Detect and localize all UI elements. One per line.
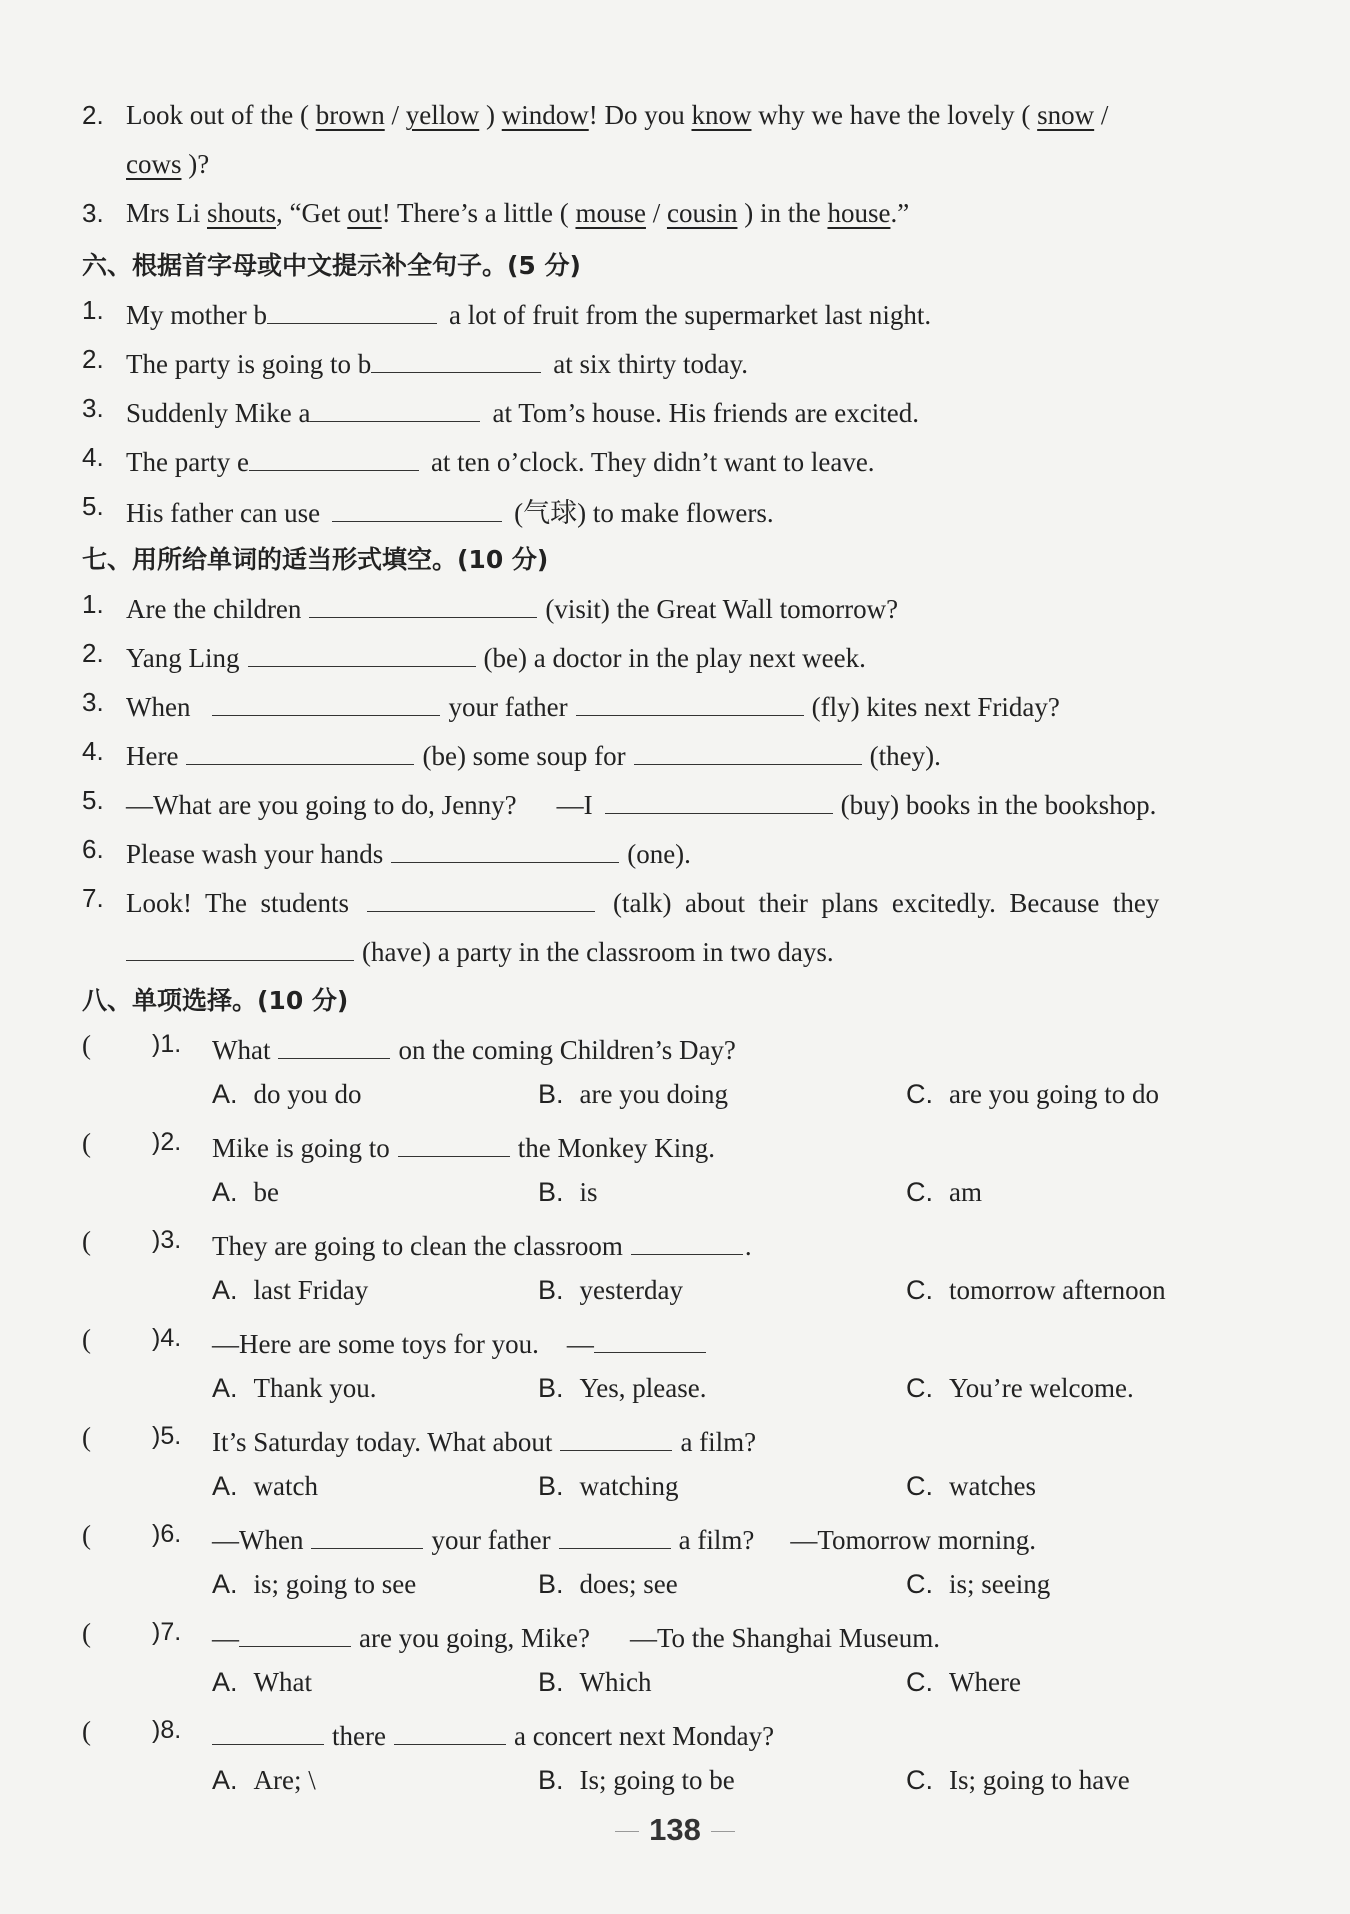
- text-fragment: Are; \: [253, 1765, 316, 1795]
- option-b[interactable]: [538, 1373, 707, 1404]
- p5-q2-cont: [0, 149, 1350, 189]
- mc-options: [0, 1667, 1350, 1707]
- text-fragment: C.: [906, 1765, 933, 1795]
- answer-blank[interactable]: [267, 295, 437, 324]
- text-fragment: 八、单项选择。(10 分): [82, 986, 349, 1015]
- text-fragment: C.: [906, 1079, 933, 1109]
- sentence-fragment: why we have the lovely (: [751, 100, 1038, 130]
- answer-blank[interactable]: [398, 1128, 510, 1157]
- text-fragment: watches: [949, 1471, 1036, 1501]
- mc-options: [0, 1373, 1350, 1413]
- answer-blank[interactable]: [367, 883, 595, 912]
- option-a[interactable]: [212, 1667, 312, 1698]
- text-fragment: at ten o’clock. They didn’t want to leave.: [430, 447, 875, 477]
- answer-blank[interactable]: [310, 393, 480, 422]
- text-fragment: (气球) to make flowers.: [514, 498, 774, 528]
- sentence-fragment: ): [479, 100, 502, 130]
- sentence-fragment: ) in the: [737, 198, 828, 228]
- text-fragment: at Tom’s house. His friends are excited.: [492, 398, 919, 428]
- text-fragment: 1.: [82, 295, 104, 325]
- text-fragment: the Monkey King.: [517, 1133, 715, 1163]
- option-c[interactable]: [906, 1275, 1166, 1306]
- text-fragment: Which: [579, 1667, 652, 1697]
- text-fragment: (: [82, 1324, 91, 1354]
- answer-blank[interactable]: [311, 1520, 423, 1549]
- text-fragment: Here: [126, 741, 179, 771]
- text-fragment: Look! The students: [126, 888, 349, 918]
- text-fragment: The party is going to b: [126, 349, 372, 379]
- option-b[interactable]: [538, 1177, 598, 1208]
- sentence-fragment: 3.: [82, 198, 104, 228]
- answer-blank[interactable]: [559, 1520, 671, 1549]
- sentence-fragment: /: [384, 100, 406, 130]
- text-fragment: C.: [906, 1569, 933, 1599]
- text-fragment: 5.: [82, 491, 104, 521]
- text-fragment: C.: [906, 1373, 933, 1403]
- text-fragment: —To the Shanghai Museum.: [629, 1623, 941, 1653]
- text-fragment: —I: [556, 790, 593, 820]
- mc-options: [0, 1569, 1350, 1609]
- option-c[interactable]: [906, 1177, 982, 1208]
- answer-blank[interactable]: [249, 442, 419, 471]
- text-fragment: your father: [431, 1525, 551, 1555]
- text-fragment: A.: [212, 1373, 238, 1403]
- text-fragment: (: [82, 1030, 91, 1060]
- sentence-fragment: cows: [126, 149, 182, 179]
- option-c[interactable]: [906, 1667, 1021, 1698]
- sentence-fragment: house: [827, 198, 891, 228]
- sentence-fragment: , “Get: [276, 198, 348, 228]
- page-number: [0, 1812, 1350, 1848]
- option-a[interactable]: [212, 1765, 316, 1796]
- text-fragment: (one).: [627, 839, 691, 869]
- text-fragment: They are going to clean the classroom: [212, 1231, 623, 1261]
- text-fragment: tomorrow afternoon: [949, 1275, 1166, 1305]
- text-fragment: .: [744, 1231, 752, 1261]
- sentence-fragment: window: [501, 100, 589, 130]
- option-a[interactable]: [212, 1569, 416, 1600]
- text-fragment: 4.: [82, 442, 104, 472]
- text-fragment: Where: [949, 1667, 1021, 1697]
- text-fragment: watch: [253, 1471, 318, 1501]
- text-fragment: a film?: [678, 1525, 755, 1555]
- sentence-fragment: )?: [181, 149, 210, 179]
- text-fragment: When: [126, 692, 191, 722]
- sentence-fragment: /: [1094, 100, 1109, 130]
- section-6-heading: [0, 246, 1350, 286]
- option-c[interactable]: [906, 1471, 1036, 1502]
- text-fragment: 六、根据首字母或中文提示补全句子。(5 分): [82, 251, 581, 280]
- text-fragment: —Tomorrow morning.: [790, 1525, 1036, 1555]
- p6-item: [0, 393, 1350, 433]
- question-text: [126, 100, 1108, 131]
- text-fragment: (talk) about their plans excitedly. Because they: [612, 888, 1160, 918]
- text-fragment: C.: [906, 1471, 933, 1501]
- text-fragment: Yang Ling: [126, 643, 240, 673]
- answer-blank[interactable]: [212, 1716, 324, 1745]
- text-fragment: (be) a doctor in the play next week.: [483, 643, 866, 673]
- p7-item-cont: [0, 932, 1350, 972]
- text-fragment: 4.: [82, 736, 104, 766]
- text-fragment: (visit) the Great Wall tomorrow?: [545, 594, 899, 624]
- mc-question: [0, 1324, 1350, 1364]
- page-number-text: 138: [649, 1812, 701, 1847]
- text-fragment: is: [579, 1177, 598, 1207]
- text-fragment: What: [212, 1035, 271, 1065]
- text-fragment: A.: [212, 1765, 238, 1795]
- sentence-fragment: brown: [315, 100, 385, 130]
- answer-blank[interactable]: [594, 1324, 706, 1353]
- text-fragment: What: [253, 1667, 312, 1697]
- text-fragment: A.: [212, 1667, 238, 1697]
- text-fragment: are you going to do: [949, 1079, 1159, 1109]
- text-fragment: do you do: [253, 1079, 362, 1109]
- text-fragment: 2.: [82, 344, 104, 374]
- text-fragment: Yes, please.: [579, 1373, 707, 1403]
- text-fragment: His father can use: [126, 498, 321, 528]
- mc-options: [0, 1275, 1350, 1315]
- text-fragment: It’s Saturday today. What about: [212, 1427, 553, 1457]
- text-fragment: 7.: [82, 883, 104, 913]
- text-fragment: (: [82, 1226, 91, 1256]
- text-fragment: A.: [212, 1275, 238, 1305]
- text-fragment: a concert next Monday?: [513, 1721, 775, 1751]
- text-fragment: (: [82, 1128, 91, 1158]
- sentence-fragment: .”: [890, 198, 910, 228]
- sentence-fragment: ! Do you: [588, 100, 692, 130]
- text-fragment: )7.: [152, 1618, 182, 1646]
- answer-blank[interactable]: [576, 687, 804, 716]
- text-fragment: )5.: [152, 1422, 182, 1450]
- option-b[interactable]: [538, 1471, 679, 1502]
- mc-question: [0, 1618, 1350, 1658]
- text-fragment: —Here are some toys for you.: [212, 1329, 539, 1359]
- mc-options: [0, 1471, 1350, 1511]
- answer-blank[interactable]: [634, 736, 862, 765]
- sentence-fragment: Mrs Li: [126, 198, 207, 228]
- text-fragment: are you doing: [579, 1079, 728, 1109]
- text-fragment: C.: [906, 1667, 933, 1697]
- option-b[interactable]: [538, 1275, 683, 1306]
- text-fragment: B.: [538, 1373, 564, 1403]
- p6-item: [0, 344, 1350, 384]
- text-fragment: Please wash your hands: [126, 839, 384, 869]
- text-fragment: A.: [212, 1471, 238, 1501]
- text-fragment: —: [566, 1329, 594, 1359]
- text-fragment: B.: [538, 1667, 564, 1697]
- option-b[interactable]: [538, 1667, 652, 1698]
- option-b[interactable]: [538, 1765, 735, 1796]
- mc-question: [0, 1520, 1350, 1560]
- text-fragment: 1.: [82, 589, 104, 619]
- text-fragment: B.: [538, 1177, 564, 1207]
- sentence-fragment: snow: [1037, 100, 1095, 130]
- question-number: 2.: [82, 100, 104, 130]
- answer-blank[interactable]: [278, 1030, 390, 1059]
- text-fragment: —What are you going to do, Jenny?: [126, 790, 517, 820]
- option-b[interactable]: [538, 1569, 678, 1600]
- text-fragment: —: [212, 1623, 239, 1653]
- answer-blank[interactable]: [605, 785, 833, 814]
- option-c[interactable]: [906, 1765, 1130, 1796]
- answer-blank[interactable]: [248, 638, 476, 667]
- text-fragment: C.: [906, 1275, 933, 1305]
- text-fragment: does; see: [579, 1569, 678, 1599]
- text-fragment: 6.: [82, 834, 104, 864]
- p7-item: [0, 834, 1350, 874]
- sentence-fragment: /: [645, 198, 667, 228]
- text-fragment: 5.: [82, 785, 104, 815]
- p6-item: [0, 491, 1350, 531]
- text-fragment: )8.: [152, 1716, 182, 1744]
- text-fragment: )6.: [152, 1520, 182, 1548]
- text-fragment: is; going to see: [253, 1569, 417, 1599]
- text-fragment: a lot of fruit from the supermarket last night.: [449, 300, 932, 330]
- answer-blank[interactable]: [332, 493, 502, 522]
- p7-item: [0, 785, 1350, 825]
- text-fragment: Are the children: [126, 594, 302, 624]
- mc-question: [0, 1030, 1350, 1070]
- option-a[interactable]: [212, 1471, 318, 1502]
- text-fragment: )2.: [152, 1128, 182, 1156]
- text-fragment: B.: [538, 1765, 564, 1795]
- sentence-fragment: mouse: [575, 198, 646, 228]
- answer-blank[interactable]: [631, 1226, 743, 1255]
- p7-item: [0, 883, 1350, 923]
- answer-blank[interactable]: [560, 1422, 672, 1451]
- text-fragment: (they).: [869, 741, 941, 771]
- text-fragment: (have) a party in the classroom in two days.: [362, 937, 834, 967]
- mc-options: [0, 1177, 1350, 1217]
- mc-options: [0, 1765, 1350, 1805]
- text-fragment: (be) some soup for: [422, 741, 626, 771]
- text-fragment: You’re welcome.: [949, 1373, 1134, 1403]
- option-c[interactable]: [906, 1569, 1050, 1600]
- option-a[interactable]: [212, 1373, 377, 1404]
- text-fragment: Mike is going to: [212, 1133, 390, 1163]
- sentence-fragment: ! There’s a little (: [381, 198, 576, 228]
- text-fragment: (: [82, 1520, 91, 1550]
- answer-blank[interactable]: [391, 834, 619, 863]
- text-fragment: on the coming Children’s Day?: [398, 1035, 736, 1065]
- text-fragment: )1.: [152, 1030, 182, 1058]
- mc-question: [0, 1226, 1350, 1266]
- text-fragment: (buy) books in the bookshop.: [840, 790, 1157, 820]
- option-b[interactable]: [538, 1079, 728, 1110]
- mc-question: [0, 1716, 1350, 1756]
- text-fragment: 七、用所给单词的适当形式填空。(10 分): [82, 545, 549, 574]
- text-fragment: A.: [212, 1177, 238, 1207]
- text-fragment: B.: [538, 1569, 564, 1599]
- answer-blank[interactable]: [186, 736, 414, 765]
- text-fragment: at six thirty today.: [553, 349, 748, 379]
- text-fragment: (: [82, 1618, 91, 1648]
- text-fragment: B.: [538, 1275, 564, 1305]
- option-a[interactable]: [212, 1275, 368, 1306]
- text-fragment: 2.: [82, 638, 104, 668]
- p6-item: [0, 295, 1350, 335]
- text-fragment: is; seeing: [949, 1569, 1051, 1599]
- text-fragment: your father: [448, 692, 568, 722]
- section-7-heading: [0, 540, 1350, 580]
- answer-blank[interactable]: [126, 932, 354, 961]
- p7-item: [0, 589, 1350, 629]
- p7-item: [0, 687, 1350, 727]
- text-fragment: )4.: [152, 1324, 182, 1352]
- text-fragment: are you going, Mike?: [359, 1623, 590, 1653]
- answer-blank[interactable]: [212, 687, 440, 716]
- text-fragment: 3.: [82, 687, 104, 717]
- text-fragment: last Friday: [253, 1275, 369, 1305]
- answer-blank[interactable]: [394, 1716, 506, 1745]
- text-fragment: 3.: [82, 393, 104, 423]
- mc-question: [0, 1422, 1350, 1462]
- option-a[interactable]: [212, 1177, 279, 1208]
- option-c[interactable]: [906, 1079, 1159, 1110]
- dash-right: [711, 1831, 735, 1832]
- section-8-heading: [0, 981, 1350, 1021]
- p5-q3: [0, 198, 1350, 238]
- text-fragment: there: [332, 1721, 386, 1751]
- sentence-fragment: cousin: [666, 198, 738, 228]
- sentence-fragment: know: [691, 100, 752, 130]
- text-fragment: watching: [579, 1471, 679, 1501]
- text-fragment: (: [82, 1422, 91, 1452]
- answer-blank[interactable]: [309, 589, 537, 618]
- option-a[interactable]: [212, 1079, 362, 1110]
- text-fragment: A.: [212, 1569, 238, 1599]
- text-fragment: be: [253, 1177, 279, 1207]
- sentence-fragment: yellow: [405, 100, 480, 130]
- text-fragment: yesterday: [579, 1275, 683, 1305]
- sentence-fragment: out: [347, 198, 382, 228]
- sentence-fragment: Look out of the (: [126, 100, 316, 130]
- p7-item: [0, 736, 1350, 776]
- text-fragment: B.: [538, 1471, 564, 1501]
- mc-options: [0, 1079, 1350, 1119]
- text-fragment: Thank you.: [253, 1373, 377, 1403]
- text-fragment: The party e: [126, 447, 249, 477]
- text-fragment: B.: [538, 1079, 564, 1109]
- p6-item: [0, 442, 1350, 482]
- text-fragment: a film?: [680, 1427, 757, 1457]
- text-fragment: Is; going to be: [579, 1765, 735, 1795]
- text-fragment: —When: [212, 1525, 304, 1555]
- text-fragment: (: [82, 1716, 91, 1746]
- sentence-fragment: shouts: [207, 198, 277, 228]
- text-fragment: am: [949, 1177, 982, 1207]
- text-fragment: My mother b: [126, 300, 267, 330]
- text-fragment: A.: [212, 1079, 238, 1109]
- answer-blank[interactable]: [371, 344, 541, 373]
- p5-q2: [0, 100, 1350, 140]
- option-c[interactable]: [906, 1373, 1134, 1404]
- text-fragment: Suddenly Mike a: [126, 398, 311, 428]
- text-fragment: (fly) kites next Friday?: [811, 692, 1060, 722]
- answer-blank[interactable]: [239, 1618, 351, 1647]
- text-fragment: )3.: [152, 1226, 182, 1254]
- p7-item: [0, 638, 1350, 678]
- text-fragment: Is; going to have: [949, 1765, 1130, 1795]
- text-fragment: C.: [906, 1177, 933, 1207]
- mc-question: [0, 1128, 1350, 1168]
- dash-left: [615, 1831, 639, 1832]
